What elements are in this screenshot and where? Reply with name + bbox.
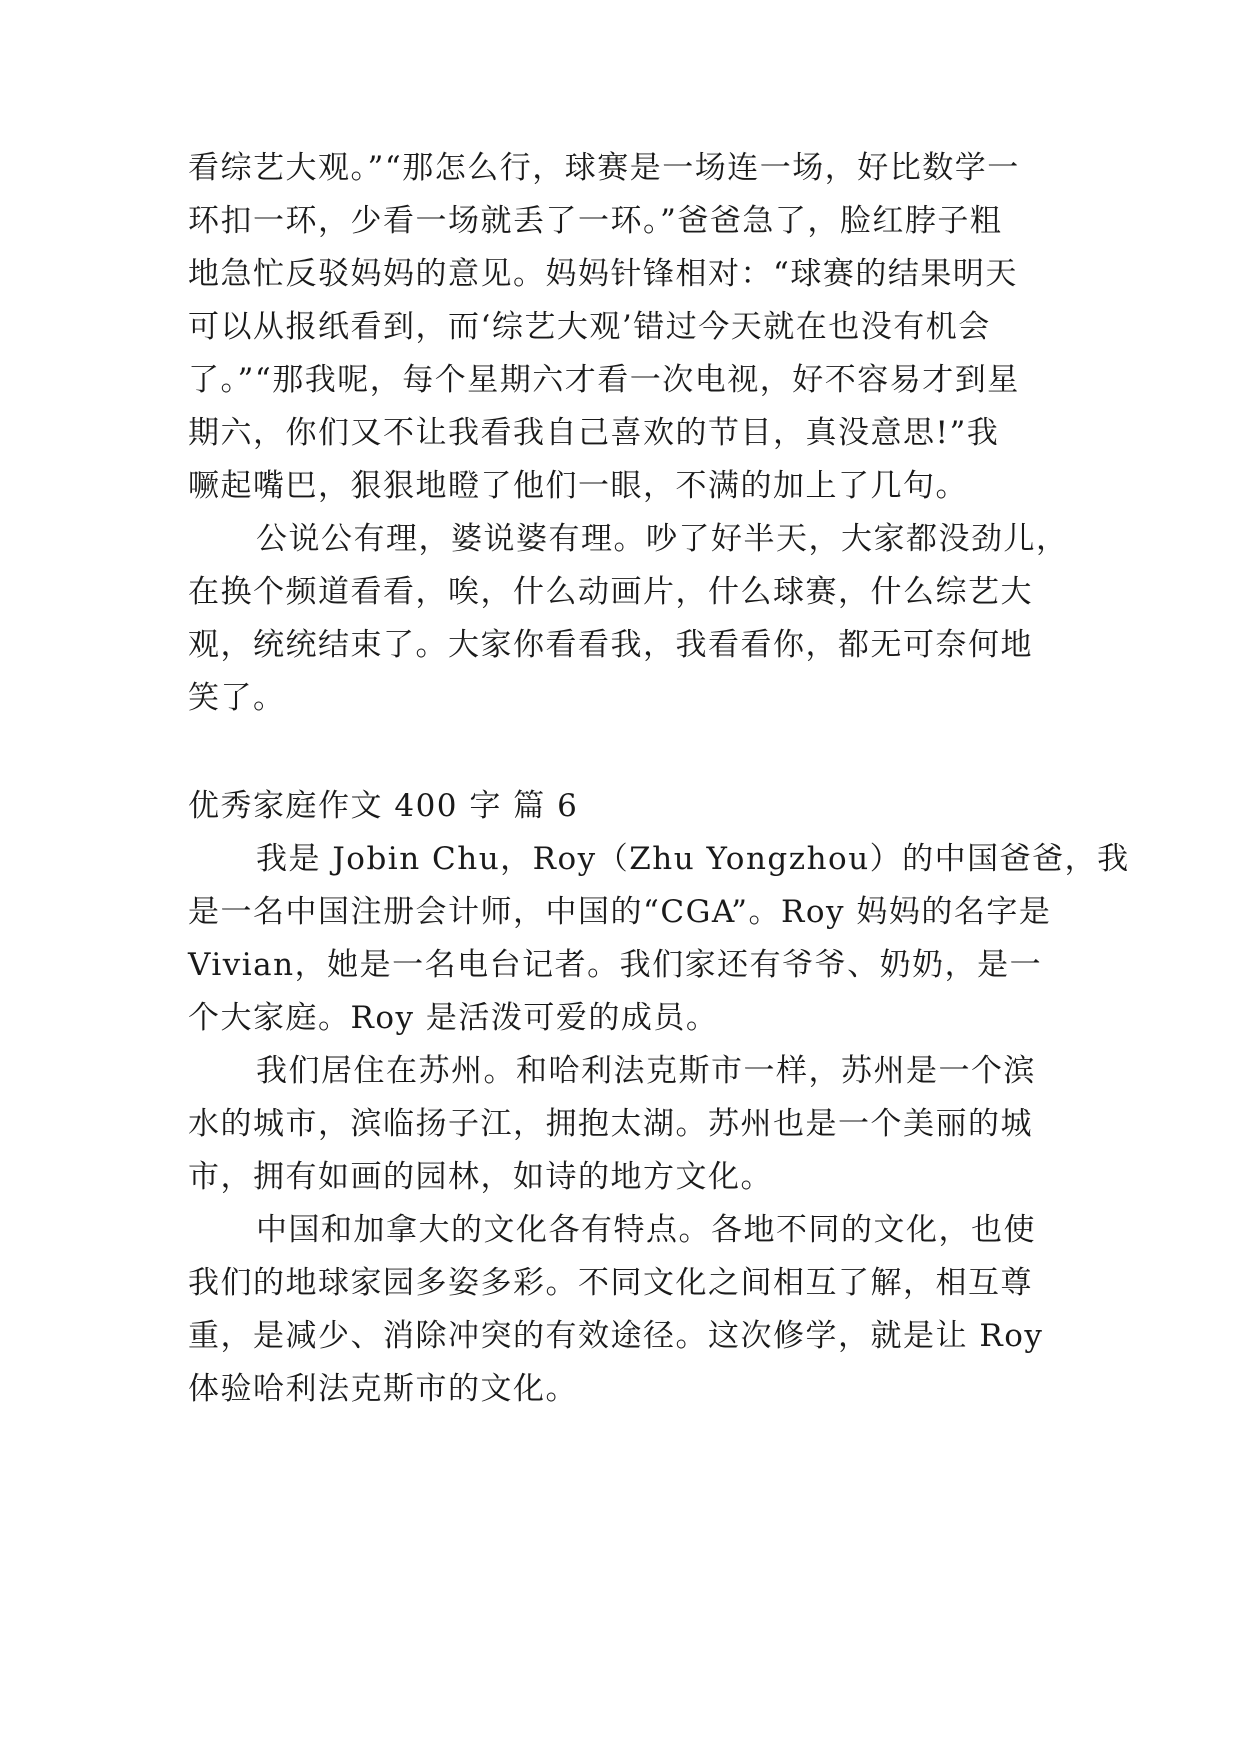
paragraph-line: 市，拥有如画的园林，如诗的地方文化。: [188, 1159, 773, 1195]
section-heading: 优秀家庭作文 400 字 篇 6: [188, 788, 579, 824]
paragraph-line: 是一名中国注册会计师，中国的“CGA”。Roy 妈妈的名字是: [188, 894, 1052, 930]
paragraph-line: 我们的地球家园多姿多彩。不同文化之间相互了解，相互尊: [188, 1265, 1033, 1301]
paragraph-line: 噘起嘴巴，狠狠地瞪了他们一眼，不满的加上了几句。: [188, 468, 968, 504]
paragraph-line: 水的城市，滨临扬子江，拥抱太湖。苏州也是一个美丽的城: [188, 1106, 1033, 1142]
paragraph-line: 可以从报纸看到，而‘综艺大观’错过今天就在也没有机会: [188, 309, 991, 345]
paragraph-line: 中国和加拿大的文化各有特点。各地不同的文化，也使: [256, 1212, 1036, 1248]
paragraph-line: 观，统统结束了。大家你看看我，我看看你，都无可奈何地: [188, 627, 1033, 663]
paragraph-line: 期六，你们又不让我看我自己喜欢的节目，真没意思!”我: [188, 415, 1000, 451]
paragraph-line: 了。”“那我呢，每个星期六才看一次电视，好不容易才到星: [188, 362, 1020, 398]
paragraph-line: 看综艺大观。”“那怎么行，球赛是一场连一场，好比数学一: [188, 150, 1020, 186]
paragraph-line: 个大家庭。Roy 是活泼可爱的成员。: [188, 1000, 719, 1036]
paragraph-line: 我们居住在苏州。和哈利法克斯市一样，苏州是一个滨: [256, 1053, 1036, 1089]
paragraph-line: Vivian，她是一名电台记者。我们家还有爷爷、奶奶，是一: [188, 947, 1043, 983]
paragraph-line: 体验哈利法克斯市的文化。: [188, 1371, 578, 1407]
paragraph-line: 在换个频道看看，唉，什么动画片，什么球赛，什么综艺大: [188, 574, 1033, 610]
paragraph-line: 重，是减少、消除冲突的有效途径。这次修学，就是让 Roy: [188, 1318, 1044, 1354]
paragraph-line: 地急忙反驳妈妈的意见。妈妈针锋相对：“球赛的结果明天: [188, 256, 1018, 292]
paragraph-line: 公说公有理，婆说婆有理。吵了好半天，大家都没劲儿，: [256, 521, 1069, 557]
paragraph-line: 环扣一环，少看一场就丢了一环。”爸爸急了，脸红脖子粗: [188, 203, 1003, 239]
paragraph-line: 笑了。: [188, 680, 286, 716]
paragraph-line: 我是 Jobin Chu，Roy（Zhu Yongzhou）的中国爸爸，我: [256, 841, 1130, 877]
